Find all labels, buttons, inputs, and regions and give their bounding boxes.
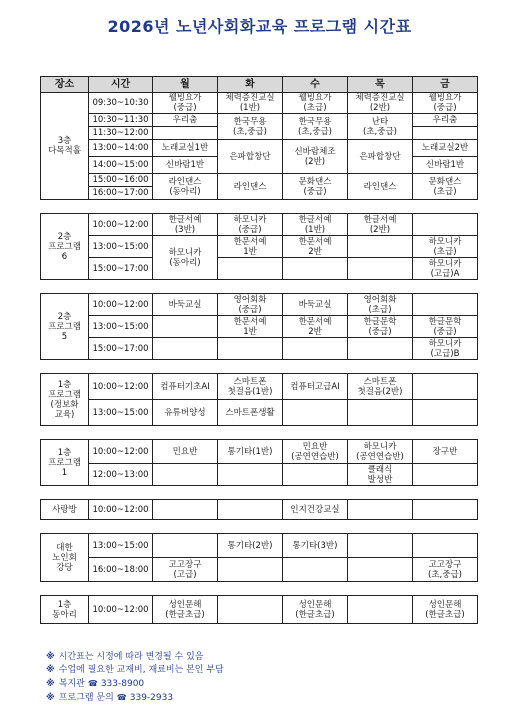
class-cell: 체력증진교실 (2반) [348, 93, 413, 114]
table-row [41, 214, 478, 236]
class-cell: 한글문학 (중급) [413, 316, 478, 338]
class-cell: 영어회화 (초급) [348, 294, 413, 316]
class-cell [348, 500, 413, 520]
time-cell: 09:30~10:30 [89, 93, 153, 114]
class-cell: 고고장구 (초,중급) [413, 558, 478, 582]
class-cell: 하모니카 (고급)A [413, 258, 478, 280]
class-cell: 클래식 발성반 [348, 464, 413, 486]
table-row [41, 114, 478, 127]
table-row [41, 558, 478, 582]
class-cell [283, 400, 348, 426]
time-cell: 11:30~12:00 [89, 127, 153, 140]
class-cell: 통기타(1반) [218, 440, 283, 464]
footnotes [46, 651, 224, 705]
class-cell: 성인문해 (한글초급) [283, 596, 348, 624]
time-cell: 10:30~11:30 [89, 114, 153, 127]
class-cell [283, 558, 348, 582]
time-cell: 10:00~12:00 [89, 294, 153, 316]
table-row [41, 93, 478, 114]
table-row [41, 140, 478, 157]
note-mark: ※ [46, 679, 55, 689]
class-cell: 우리춤 [153, 114, 218, 127]
place-cell: 3층 다목적홀 [41, 93, 89, 200]
place-cell: 1층 동아리 [41, 596, 89, 624]
class-cell: 한문서예 1반 [218, 316, 283, 338]
schedule-table [40, 76, 478, 624]
class-cell: 통기타(3반) [283, 534, 348, 558]
table-row [41, 338, 478, 360]
class-cell: 통기타(2반) [218, 534, 283, 558]
class-cell: 난타 (초,중급) [348, 114, 413, 140]
time-cell: 15:00~16:00 [89, 174, 153, 187]
table-row [41, 374, 478, 400]
note-mark: ※ [46, 665, 55, 675]
header-wed: 수 [283, 77, 348, 93]
class-cell: 민요반 (공연연습반) [283, 440, 348, 464]
class-cell: 스마트폰 첫걸음(2반) [348, 374, 413, 400]
note-label: 프로그램 문의 [58, 693, 114, 703]
class-cell [348, 258, 413, 280]
class-cell: 한글서예 (1반) [283, 214, 348, 236]
phone-icon: ☎ [116, 693, 127, 702]
class-cell: 컴퓨터기초AI [153, 374, 218, 400]
class-cell: 노래교실2반 [413, 140, 478, 157]
class-cell: 성인문해 (한글초급) [153, 596, 218, 624]
class-cell [413, 534, 478, 558]
class-cell: 우리춤 [413, 114, 478, 127]
class-cell [218, 258, 283, 280]
class-cell: 신바람1반 [153, 157, 218, 174]
class-cell [348, 596, 413, 624]
header-tue: 화 [218, 77, 283, 93]
class-cell [283, 258, 348, 280]
time-cell: 14:00~15:00 [89, 157, 153, 174]
section-gap [41, 200, 478, 214]
class-cell: 하모니카 (공연연습반) [348, 440, 413, 464]
class-cell: 문화댄스 (초급) [413, 174, 478, 200]
class-cell [348, 338, 413, 360]
class-cell [283, 338, 348, 360]
class-cell: 한문서예 2반 [283, 316, 348, 338]
class-cell [153, 127, 218, 140]
class-cell [153, 500, 218, 520]
phone-icon: ☎ [87, 679, 98, 688]
place-cell: 1층 프로그램 1 [41, 440, 89, 486]
table-row [41, 464, 478, 486]
section-gap [41, 486, 478, 500]
class-cell: 웰빙요가 (중급) [153, 93, 218, 114]
class-cell: 성인문해 (한글초급) [413, 596, 478, 624]
table-row [41, 258, 478, 280]
header-time: 시간 [89, 77, 153, 93]
class-cell: 바둑교실 [153, 294, 218, 316]
class-cell: 하모니카 (중급) [218, 214, 283, 236]
class-cell: 고고장구 (고급) [153, 558, 218, 582]
class-cell: 한글서예 (3반) [153, 214, 218, 236]
class-cell [348, 534, 413, 558]
table-row [41, 440, 478, 464]
table-row [41, 500, 478, 520]
class-cell: 한문서예 1반 [218, 236, 283, 258]
header-fri: 금 [413, 77, 478, 93]
class-cell: 하모니카 (동아리) [153, 236, 218, 280]
class-cell: 한글문학 (중급) [348, 316, 413, 338]
class-cell: 한국무용 (초,중급) [283, 114, 348, 140]
header-row [41, 77, 478, 93]
class-cell: 은파합창단 [218, 140, 283, 174]
class-cell [413, 464, 478, 486]
class-cell: 라인댄스 (동아리) [153, 174, 218, 200]
section-gap [41, 426, 478, 440]
place-cell: 2층 프로그램 5 [41, 294, 89, 360]
note-mark: ※ [46, 652, 55, 662]
time-cell: 10:00~12:00 [89, 374, 153, 400]
class-cell: 한글서예 (2반) [348, 214, 413, 236]
time-cell: 12:00~13:00 [89, 464, 153, 486]
class-cell: 한문서예 2반 [283, 236, 348, 258]
note-text: 수업에 필요한 교재비, 재료비는 본인 부담 [58, 665, 224, 675]
class-cell: 신바람체조 (2반) [283, 140, 348, 174]
class-cell: 신바람1반 [413, 157, 478, 174]
note-item [46, 691, 224, 705]
time-cell: 10:00~12:00 [89, 500, 153, 520]
phone-number: 333-8900 [100, 679, 145, 689]
header-place: 장소 [41, 77, 89, 93]
place-cell: 2층 프로그램 6 [41, 214, 89, 280]
time-cell: 15:00~17:00 [89, 338, 153, 360]
table-row [41, 236, 478, 258]
class-cell: 스마트폰생활 [218, 400, 283, 426]
table-row [41, 294, 478, 316]
class-cell: 노래교실1반 [153, 140, 218, 157]
class-cell [218, 464, 283, 486]
header-thu: 목 [348, 77, 413, 93]
class-cell: 웰빙요가 (초급) [283, 93, 348, 114]
note-mark: ※ [46, 693, 55, 703]
class-cell: 스마트폰 첫걸음(1반) [218, 374, 283, 400]
class-cell: 하모니카 (초급) [413, 236, 478, 258]
class-cell [413, 500, 478, 520]
note-label: 복지관 [58, 679, 85, 689]
class-cell: 라인댄스 [348, 174, 413, 200]
class-cell: 민요반 [153, 440, 218, 464]
class-cell [413, 400, 478, 426]
class-cell [348, 400, 413, 426]
class-cell: 인지건강교실 [283, 500, 348, 520]
class-cell [153, 534, 218, 558]
class-cell: 컴퓨터고급AI [283, 374, 348, 400]
section-gap [41, 360, 478, 374]
page-title: 2026년 노년사회화교육 프로그램 시간표 [107, 17, 412, 36]
class-cell: 은파합창단 [348, 140, 413, 174]
table-row [41, 174, 478, 187]
class-cell: 장구반 [413, 440, 478, 464]
note-item [46, 677, 224, 691]
time-cell: 16:00~18:00 [89, 558, 153, 582]
class-cell [153, 316, 218, 338]
note-text: 시간표는 시정에 따라 변경될 수 있음 [58, 652, 204, 662]
class-cell [218, 596, 283, 624]
class-cell [218, 500, 283, 520]
time-cell: 13:00~15:00 [89, 236, 153, 258]
class-cell: 바둑교실 [283, 294, 348, 316]
table-row [41, 534, 478, 558]
time-cell: 10:00~12:00 [89, 596, 153, 624]
header-mon: 월 [153, 77, 218, 93]
note-item [46, 651, 224, 664]
class-cell: 하모니카 (고급)B [413, 338, 478, 360]
class-cell [348, 236, 413, 258]
class-cell [153, 338, 218, 360]
place-cell: 대한 노인회 강당 [41, 534, 89, 582]
class-cell [413, 127, 478, 140]
class-cell [413, 214, 478, 236]
time-cell: 10:00~12:00 [89, 440, 153, 464]
class-cell: 라인댄스 [218, 174, 283, 200]
time-cell: 15:00~17:00 [89, 258, 153, 280]
class-cell: 한국무용 (초,중급) [218, 114, 283, 140]
section-gap [41, 582, 478, 596]
class-cell: 유튜버양성 [153, 400, 218, 426]
class-cell: 웰빙요가 (중급) [413, 93, 478, 114]
class-cell: 영어회화 (중급) [218, 294, 283, 316]
table-row [41, 316, 478, 338]
time-cell: 16:00~17:00 [89, 187, 153, 200]
time-cell: 13:00~15:00 [89, 534, 153, 558]
class-cell: 문화댄스 (중급) [283, 174, 348, 200]
section-gap [41, 280, 478, 294]
place-cell: 1층 프로그램 (정보화 교육) [41, 374, 89, 426]
table-row [41, 400, 478, 426]
table-row [41, 596, 478, 624]
class-cell [413, 374, 478, 400]
section-gap [41, 520, 478, 534]
class-cell [348, 558, 413, 582]
time-cell: 13:00~15:00 [89, 316, 153, 338]
time-cell: 13:00~15:00 [89, 400, 153, 426]
note-item [46, 664, 224, 677]
class-cell [413, 294, 478, 316]
time-cell: 13:00~14:00 [89, 140, 153, 157]
class-cell [218, 558, 283, 582]
class-cell: 체력증진교실 (1반) [218, 93, 283, 114]
class-cell [283, 464, 348, 486]
phone-number: 339-2933 [129, 693, 174, 703]
time-cell: 10:00~12:00 [89, 214, 153, 236]
class-cell [218, 338, 283, 360]
class-cell [153, 464, 218, 486]
place-cell: 사랑방 [41, 500, 89, 520]
